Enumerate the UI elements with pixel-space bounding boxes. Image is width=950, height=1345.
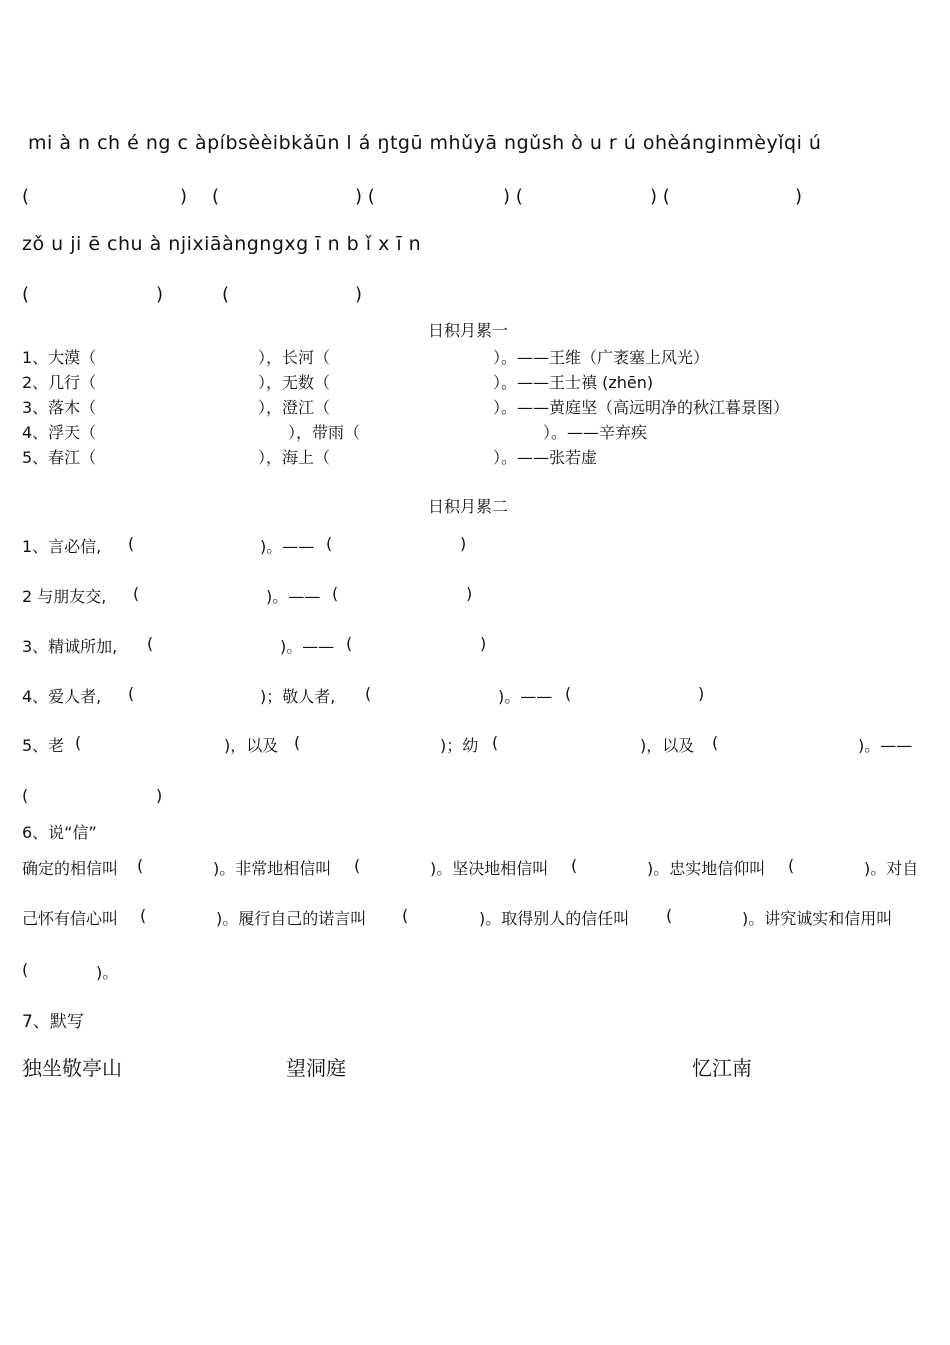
- section-title-1: 日积月累一: [428, 321, 509, 340]
- blank-open: (: [22, 284, 30, 305]
- blank-pair: ) (: [650, 186, 670, 207]
- question-7-title: 7、默写: [22, 1012, 84, 1032]
- poem-title: 独坐敬亭山: [22, 1056, 122, 1080]
- blank-open: (: [212, 186, 220, 207]
- blank-close: ): [795, 186, 803, 207]
- blank-close: ): [180, 186, 188, 207]
- poem-title: 望洞庭: [286, 1056, 346, 1080]
- pinyin-row-1: mi à n ch é ng c àpíbsèèibkǎūn l á ŋtgū mhǔyā ngǔsh ò u r ú ohèánginmèyǐqi ú: [28, 132, 822, 154]
- question-6-title: 6、说“信”: [22, 823, 97, 842]
- blank-open: (: [222, 284, 230, 305]
- blank-pair: ) (: [503, 186, 523, 207]
- pinyin-row-2: zǒ u ji ē chu à njixiāàngngxg ī n b ǐ x ī n: [22, 233, 422, 255]
- blank-pair: ) (: [355, 186, 375, 207]
- section-title-2: 日积月累二: [428, 497, 509, 516]
- poem-title: 忆江南: [692, 1056, 752, 1080]
- blank-open: (: [22, 186, 30, 207]
- blank-close: ): [156, 284, 164, 305]
- blank-close: ): [355, 284, 363, 305]
